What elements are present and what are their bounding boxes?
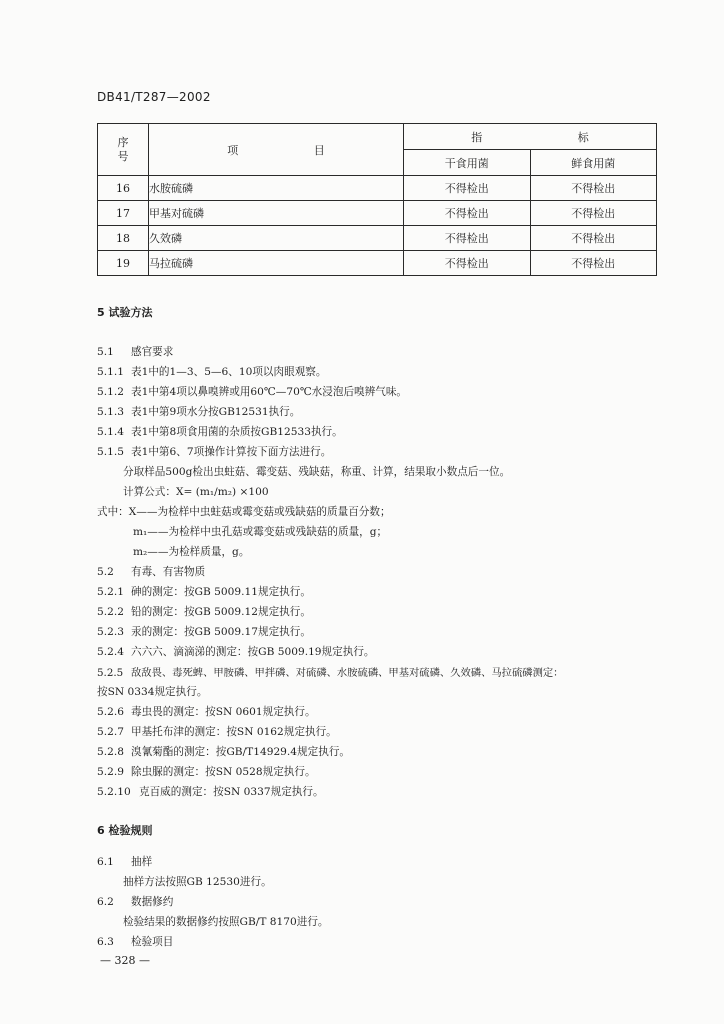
row-dry: 不得检出 [404,226,531,251]
table-row [98,226,657,251]
col-no-header: 序号 [98,124,149,176]
table-row [98,201,657,226]
clause-5-1: 5.1 感官要求 [97,346,174,358]
row-no: 18 [98,226,149,251]
row-fresh: 不得检出 [530,201,657,226]
clause-5-2-1: 5.2.1 砷的测定：按GB 5009.11规定执行。 [97,586,311,598]
clause-5-1-1: 5.1.1 表1中的1—3、5—6、10项以肉眼观察。 [97,366,327,378]
col-fresh-header: 鲜食用菌 [530,150,657,176]
indicator-table [97,123,657,276]
row-fresh: 不得检出 [530,176,657,201]
col-item-header: 项 目 [149,124,404,176]
table-header-row [98,124,657,150]
clause-6-3: 6.3 检验项目 [97,936,174,948]
row-no: 16 [98,176,149,201]
clause-5-1-2: 5.1.2 表1中第4项以鼻嗅辨或用60℃—70℃水浸泡后嗅辨气味。 [97,386,408,398]
clause-5-2-10: 5.2.10 克百威的测定：按SN 0337规定执行。 [97,786,324,798]
clause-5-2-7: 5.2.7 甲基托布津的测定：按SN 0162规定执行。 [97,726,337,738]
where-x: 式中：X——为检样中虫蛀菇或霉变菇或残缺菇的质量百分数； [97,506,391,518]
clause-5-1-4: 5.1.4 表1中第8项食用菌的杂质按GB12533执行。 [97,426,343,438]
method-paragraph: 分取样品500g检出虫蛀菇、霉变菇、残缺菇，称重、计算，结果取小数点后一位。 [123,466,511,478]
row-fresh: 不得检出 [530,251,657,276]
row-no: 17 [98,201,149,226]
clause-6-2: 6.2 数据修约 [97,896,174,908]
clause-5-2-4: 5.2.4 六六六、滴滴涕的测定：按GB 5009.19规定执行。 [97,646,375,658]
table-row [98,176,657,201]
row-dry: 不得检出 [404,251,531,276]
page-number: — 328 — [100,954,150,967]
clause-5-2-2: 5.2.2 铅的测定：按GB 5009.12规定执行。 [97,606,311,618]
clause-6-1: 6.1 抽样 [97,856,153,868]
row-item: 甲基对硫磷 [149,201,404,226]
clause-5-2-5-continued: 按SN 0334规定执行。 [97,686,208,698]
clause-5-2-6: 5.2.6 毒虫畏的测定：按SN 0601规定执行。 [97,706,316,718]
standard-code: DB41/T287—2002 [97,90,211,104]
clause-5-1-5: 5.1.5 表1中第6、7项操作计算按下面方法进行。 [97,446,332,458]
table-row [98,251,657,276]
row-no: 19 [98,251,149,276]
section-5-title: 5 试验方法 [97,306,153,319]
section-6-title: 6 检验规则 [97,824,153,837]
clause-6-2-body: 检验结果的数据修约按照GB/T 8170进行。 [123,916,329,928]
clause-5-2-5: 5.2.5 敌敌畏、毒死蜱、甲胺磷、甲拌磷、对硫磷、水胺硫磷、甲基对硫磷、久效磷、马拉硫磷测定： [97,667,564,679]
col-index-header: 指 标 [404,124,657,150]
clause-6-1-body: 抽样方法按照GB 12530进行。 [123,876,272,888]
clause-5-2-9: 5.2.9 除虫脲的测定：按SN 0528规定执行。 [97,766,316,778]
clause-5-2-8: 5.2.8 溴氰菊酯的测定：按GB/T14929.4规定执行。 [97,746,351,758]
row-dry: 不得检出 [404,201,531,226]
col-dry-header: 干食用菌 [404,150,531,176]
formula: 计算公式：X= (m₁/m₂) ×100 [123,486,269,498]
row-fresh: 不得检出 [530,226,657,251]
clause-5-2-3: 5.2.3 汞的测定：按GB 5009.17规定执行。 [97,626,311,638]
row-item: 马拉硫磷 [149,251,404,276]
row-dry: 不得检出 [404,176,531,201]
row-item: 水胺硫磷 [149,176,404,201]
clause-5-1-3: 5.1.3 表1中第9项水分按GB12531执行。 [97,406,301,418]
where-m2: m₂——为检样质量，g。 [133,546,250,558]
clause-5-2: 5.2 有毒、有害物质 [97,566,206,578]
row-item: 久效磷 [149,226,404,251]
where-m1: m₁——为检样中虫孔菇或霉变菇或残缺菇的质量，g； [133,526,388,538]
